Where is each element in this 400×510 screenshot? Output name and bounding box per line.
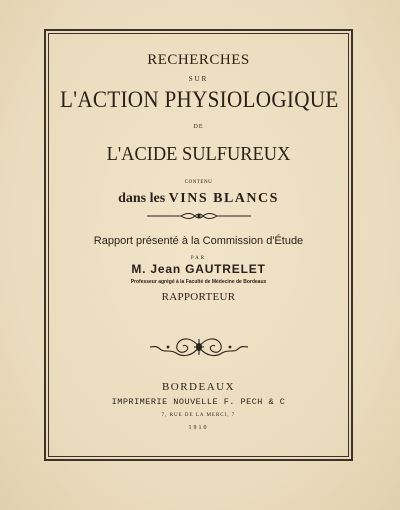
par-label: PAR: [190, 256, 207, 261]
author-title: Professeur agrégé à la Faculté de Médecine de Bordeaux: [130, 279, 267, 285]
ornament-divider-icon: [145, 211, 253, 221]
title-recherches: RECHERCHES: [147, 52, 250, 68]
title-vins-caps: VINS BLANCS: [168, 191, 279, 206]
title-vins-blancs: [48, 192, 349, 206]
title-sur: SUR: [188, 75, 209, 83]
title-acide-sulfureux: L'ACIDE SULFUREUX: [106, 143, 291, 165]
report-line: Rapport présenté à la Commission d'Étude: [93, 235, 304, 247]
ornament-vignette-icon: [148, 333, 250, 361]
title-vins-prefix: dans les: [118, 191, 166, 206]
year: 1910: [188, 425, 209, 431]
printer: IMPRIMERIE NOUVELLE F. PECH & C: [111, 397, 286, 407]
city: BORDEAUX: [161, 381, 236, 393]
author-name: M. Jean GAUTRELET: [131, 262, 266, 276]
title-de: DE: [193, 124, 204, 130]
address: 7, RUE DE LA MERCI, 7: [161, 413, 236, 418]
title-action-physiologique: L'ACTION PHYSIOLOGIQUE: [60, 87, 339, 112]
author-role: RAPPORTEUR: [161, 291, 236, 303]
title-contenu: CONTENU: [184, 180, 213, 185]
